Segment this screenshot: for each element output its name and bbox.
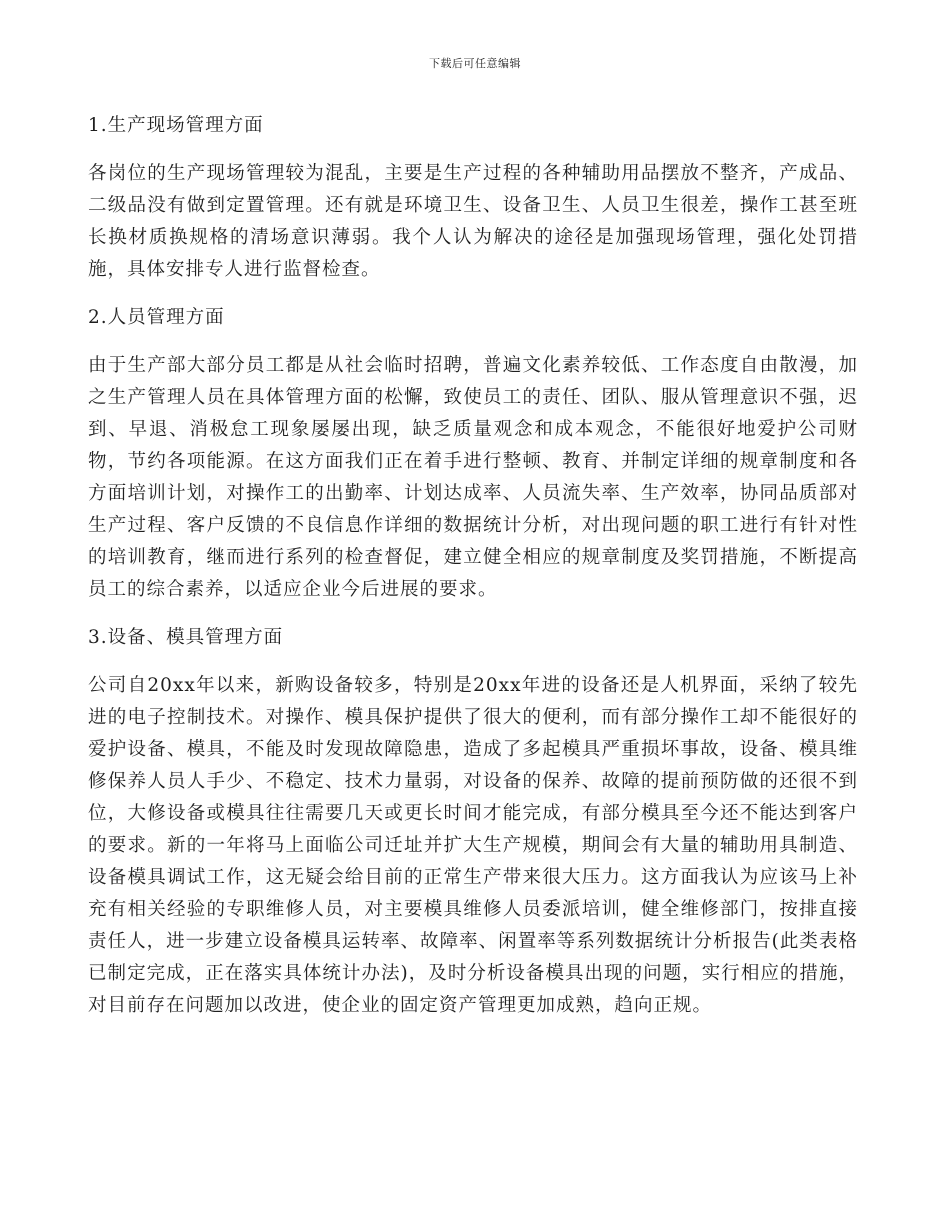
section-heading-personnel: 2.人员管理方面 — [88, 307, 225, 328]
section-paragraph-equipment: 公司自20xx年以来，新购设备较多，特别是20xx年进的设备还是人机界面，采纳了较先进的电子控制技术。对操作、模具保护提供了很大的便利，而有部分操作工却不能很好的爱护设备、模具，不能及时发现故障隐患，造成了多起模具严重损坏事故，设备、模具维修保养人员人手少、不稳定、技术力量弱，对设备的保养、故障的提前预防做的还很不到位，大修设备或模具往往需要几天或更长时间才能完成，有部分模具至今还不能达到客户的要求。新的一年将马上面临公司迁址并扩大生产规模，期间会有大量的辅助用具制造、设备模具调试工作，这无疑会给目前的正常生产带来很大压力。这方面我认为应该马上补充有相关经验的专职维修人员，对主要模具维修人员委派培训，健全维修部门，按排直接责任人，进一步建立设备模具运转率、故障率、闲置率等系列数据统计分析报告(此类表格已制定完成，正在落实具体统计办法)，及时分析设备模具出现的问题，实行相应的措施，对目前存在问题加以改进，使企业的固定资产管理更加成熟，趋向正规。 — [88, 675, 858, 1016]
section-heading-production-site: 1.生产现场管理方面 — [88, 115, 264, 136]
section-paragraph-production-site: 各岗位的生产现场管理较为混乱，主要是生产过程的各种辅助用品摆放不整齐，产成品、二级品没有做到定置管理。还有就是环境卫生、设备卫生、人员卫生很差，操作工甚至班长换材质换规格的清场意识薄弱。我个人认为解决的途径是加强现场管理，强化处罚措施，具体安排专人进行监督检查。 — [88, 163, 858, 280]
page-header: 下载后可任意编辑 — [429, 57, 521, 70]
document-body — [88, 110, 858, 1038]
section-heading-equipment: 3.设备、模具管理方面 — [88, 627, 284, 648]
section-paragraph-personnel: 由于生产部大部分员工都是从社会临时招聘，普遍文化素养较低、工作态度自由散漫，加之生产管理人员在具体管理方面的松懈，致使员工的责任、团队、服从管理意识不强，迟到、早退、消极怠工现象屡屡出现，缺乏质量观念和成本观念，不能很好地爱护公司财物，节约各项能源。在这方面我们正在着手进行整顿、教育、并制定详细的规章制度和各方面培训计划，对操作工的出勤率、计划达成率、人员流失率、生产效率，协同品质部对生产过程、客户反馈的不良信息作详细的数据统计分析，对出现问题的职工进行有针对性的培训教育，继而进行系列的检查督促，建立健全相应的规章制度及奖罚措施，不断提高员工的综合素养，以适应企业今后进展的要求。 — [88, 355, 858, 600]
